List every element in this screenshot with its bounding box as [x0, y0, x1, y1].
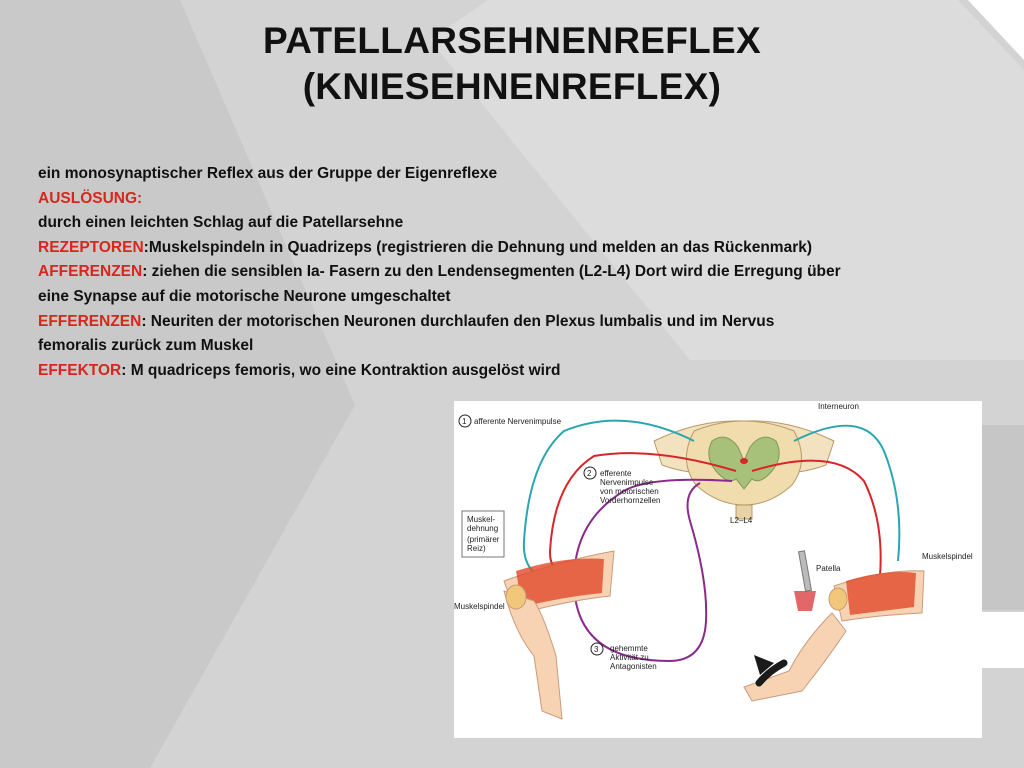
step-2-number: 2 — [587, 469, 592, 478]
content-text — [38, 162, 958, 383]
effektor-label: EFFEKTOR — [38, 361, 122, 379]
stretch-label-2: dehnung — [467, 524, 499, 533]
stretch-label-3: (primärer — [467, 535, 500, 544]
efferent-label-1: efferente — [600, 469, 632, 478]
inhibited-label-3: Antagonisten — [610, 662, 657, 671]
reflex-hammer-icon — [794, 551, 816, 611]
inhibited-label-2: Aktivität zu — [610, 653, 649, 662]
reflex-diagram-svg — [454, 401, 982, 738]
efferent-label-2: Nervenimpulse — [600, 478, 654, 487]
efferenzen-continued: femoralis zurück zum Muskel — [38, 337, 254, 355]
afferenzen-text: : ziehen die sensiblen Ia- Fasern zu den Lendensegmenten (L2-L4) Dort wird die Erregung über — [142, 263, 841, 281]
afferent-label: afferente Nervenimpulse — [474, 417, 562, 426]
afferenzen-continued: eine Synapse auf die motorische Neurone umgeschaltet — [38, 287, 451, 305]
efferenzen-text: : Neuriten der motorischen Neuronen durchlaufen den Plexus lumbalis und im Nervus — [141, 312, 775, 330]
ausloesung-label: AUSLÖSUNG: — [38, 189, 143, 207]
rezeptoren-line — [38, 236, 958, 261]
title-line-2: (KNIESEHNENREFLEX) — [302, 66, 722, 107]
page-title — [0, 18, 1024, 110]
muscle-spindle-left-label: Muskelspindel — [454, 602, 505, 611]
title-line-1: PATELLARSEHNENREFLEX — [263, 20, 761, 61]
reflex-diagram — [454, 401, 982, 738]
intro-line: ein monosynaptischer Reflex aus der Gruppe der Eigenreflexe — [38, 165, 498, 182]
patella-label: Patella — [816, 564, 841, 573]
ausloesung-text: durch einen leichten Schlag auf die Patellarsehne — [38, 214, 404, 232]
spinal-level-label: L2–L4 — [730, 516, 753, 525]
afferenzen-line — [38, 260, 958, 285]
efferent-label-4: Vorderhornzellen — [600, 496, 661, 505]
efferenzen-label: EFFERENZEN — [38, 312, 142, 330]
stretch-label-4: Reiz) — [467, 544, 486, 553]
inhibited-label-1: gehemmte — [610, 644, 648, 653]
stretch-label-1: Muskel- — [467, 515, 496, 524]
rezeptoren-label: REZEPTOREN — [38, 238, 144, 256]
step-1-number: 1 — [462, 417, 467, 426]
right-leg — [744, 571, 924, 701]
step-3-number: 3 — [594, 645, 599, 654]
efferent-label-3: von motorischen — [600, 487, 659, 496]
left-leg — [504, 551, 614, 719]
interneuron-label: Interneuron — [818, 402, 859, 411]
muscle-spindle-right-label: Muskelspindel — [922, 552, 973, 561]
afferenzen-label: AFFERENZEN — [38, 263, 143, 281]
effektor-text: : M quadriceps femoris, wo eine Kontraktion ausgelöst wird — [121, 361, 561, 379]
effektor-line — [38, 359, 958, 384]
efferenzen-line — [38, 310, 958, 335]
rezeptoren-text: :Muskelspindeln in Quadrizeps (registrieren die Dehnung und melden an das Rückenmark) — [143, 238, 813, 256]
